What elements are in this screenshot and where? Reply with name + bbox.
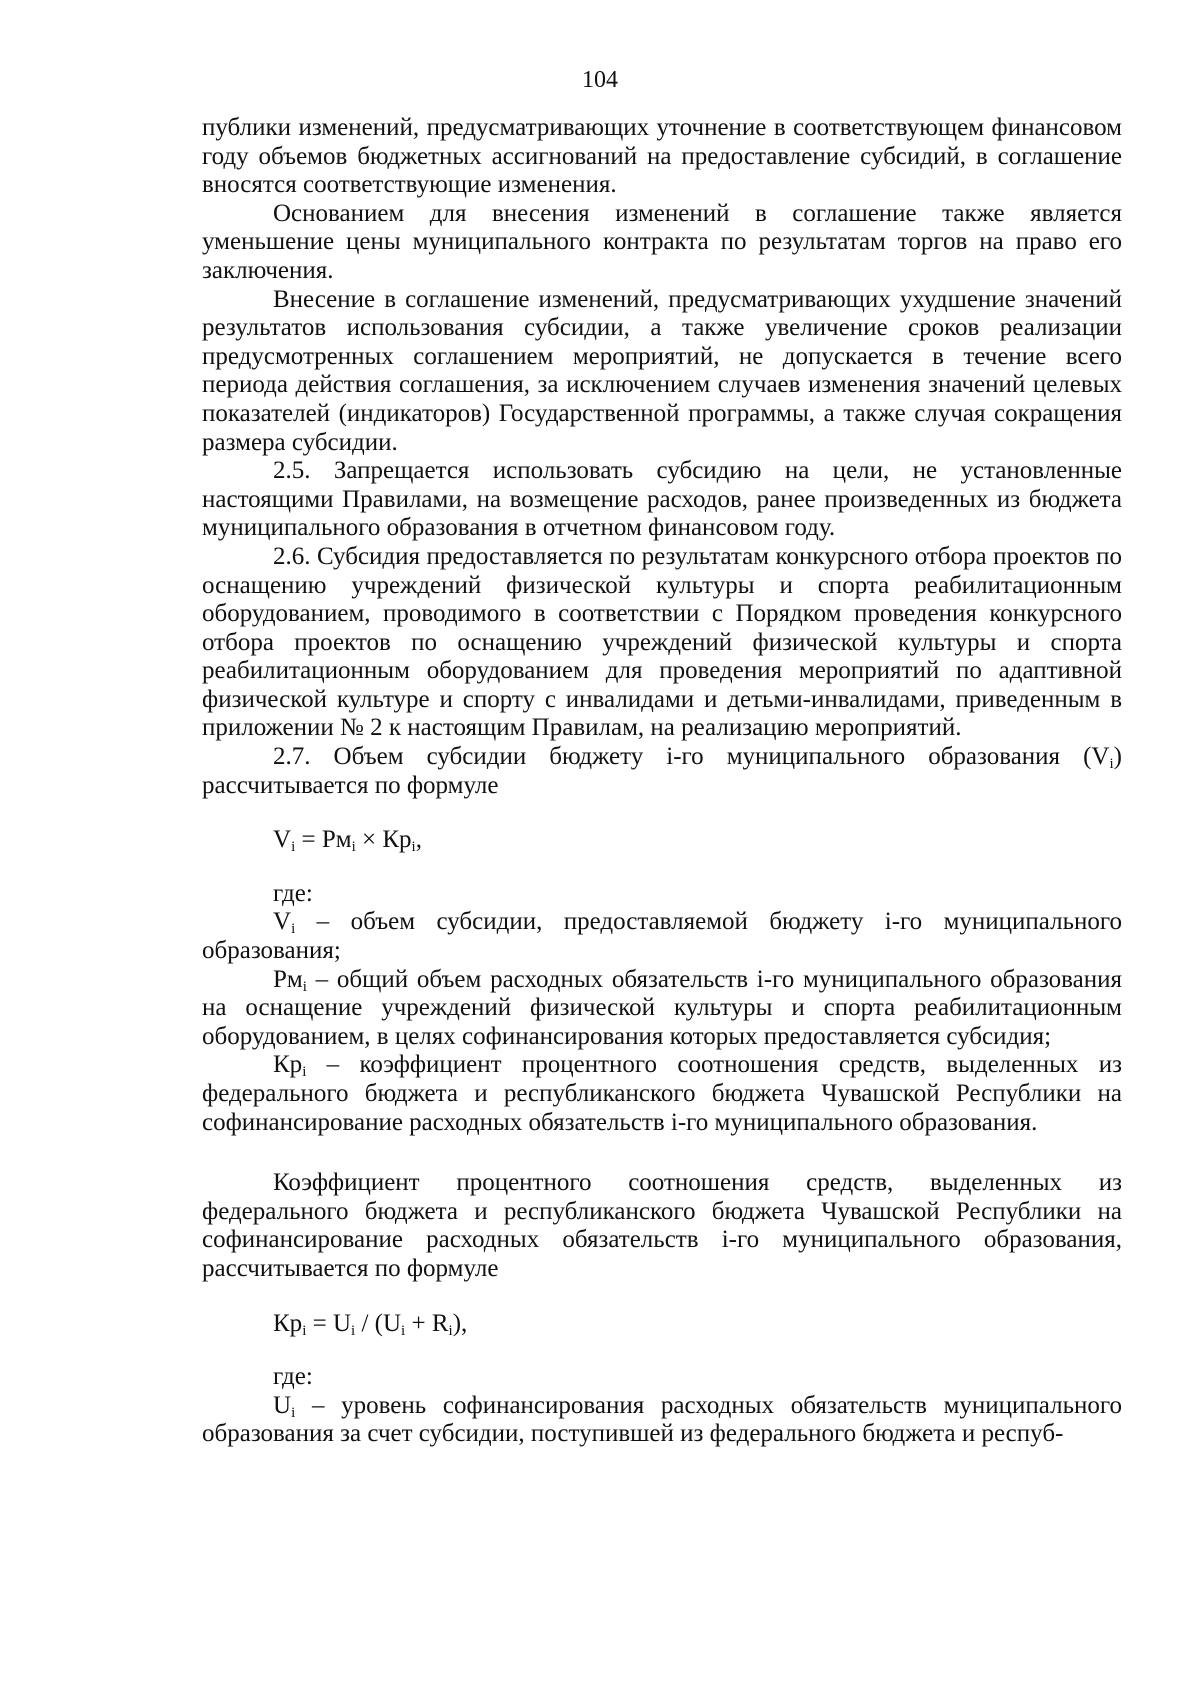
- paragraph-continuation: публики изменений, предусматривающих уточнение в соответствующем финансовом году объемов бюджетных ассигнований на предоставление субсидий, в соглашение вносятся соответствующие изменения.: [202, 114, 1122, 199]
- formula-subsidy-volume: $V_i = Рм_i \times Кр_i$,: [273, 826, 422, 856]
- formula-coefficient: $Кр_i = U_i / (U_i + R_i)$,: [273, 1309, 468, 1339]
- definition-u: $U_i$ – уровень софинансирования расходных обязательств муниципального образования за счет субсидии, поступившей из федерального бюджета и респуб-: [202, 1391, 1122, 1448]
- where-label-2: где:: [273, 1363, 313, 1391]
- page-number: 104: [582, 67, 618, 93]
- paragraph-coefficient: Коэффициент процентного соотношения средств, выделенных из федерального бюджета и республиканского бюджета Чувашской Республики на софинансирование расходных обязательств i-го муниципального образования, рассчитывается по формуле: [202, 1169, 1122, 1282]
- where-label: где:: [273, 879, 313, 907]
- paragraph-2-7: 2.7. Объем субсидии бюджету i-го муниципального образования $(V_i)$ рассчитывается по формуле: [202, 743, 1122, 799]
- document-body: [202, 114, 1122, 1449]
- paragraph-2-6: 2.6. Субсидия предоставляется по результатам конкурсного отбора проектов по оснащению учреждений физической культуры и спорта реабилитационным оборудованием, проводимого в соответствии с Порядком проведения конкурсного отбора проектов по оснащению учреждений физической культуры и спорта реабилитационным оборудованием для проведения мероприятий по адаптивной физической культуре и спорту с инвалидами и детьми-инвалидами, приведенным в приложении № 2 к настоящим Правилам, на реализацию мероприятий.: [202, 542, 1122, 742]
- paragraph-2-5: 2.5. Запрещается использовать субсидию на цели, не установленные настоящими Правилами, на возмещение расходов, ранее произведенных из бюджета муниципального образования в отчетном финансовом году.: [202, 457, 1122, 542]
- definition-pm: $Рм_i$ – общий объем расходных обязательств i-го муниципального образования на оснащение учреждений физической культуры и спорта реабилитационным оборудованием, в целях софинансирования которых предоставляется субсидия;: [202, 965, 1122, 1050]
- definition-v: $V_i$ – объем субсидии, предоставляемой бюджету i-го муниципального образования;: [202, 908, 1122, 965]
- paragraph-amendment-basis: Основанием для внесения изменений в соглашение также является уменьшение цены муниципального контракта по результатам торгов на право его заключения.: [202, 199, 1122, 284]
- paragraph-amendment-restrictions: Внесение в соглашение изменений, предусматривающих ухудшение значений результатов использования субсидии, а также увеличение сроков реализации предусмотренных соглашением мероприятий, не допускается в течение всего периода действия соглашения, за исключением случаев изменения значений целевых показателей (индикаторов) Государственной программы, а также случая сокращения размера субсидии.: [202, 285, 1122, 456]
- definition-kp: $Кр_i$ – коэффициент процентного соотношения средств, выделенных из федерального бюджета и республиканского бюджета Чувашской Республики на софинансирование расходных обязательств i-го муниципального образования.: [202, 1051, 1122, 1136]
